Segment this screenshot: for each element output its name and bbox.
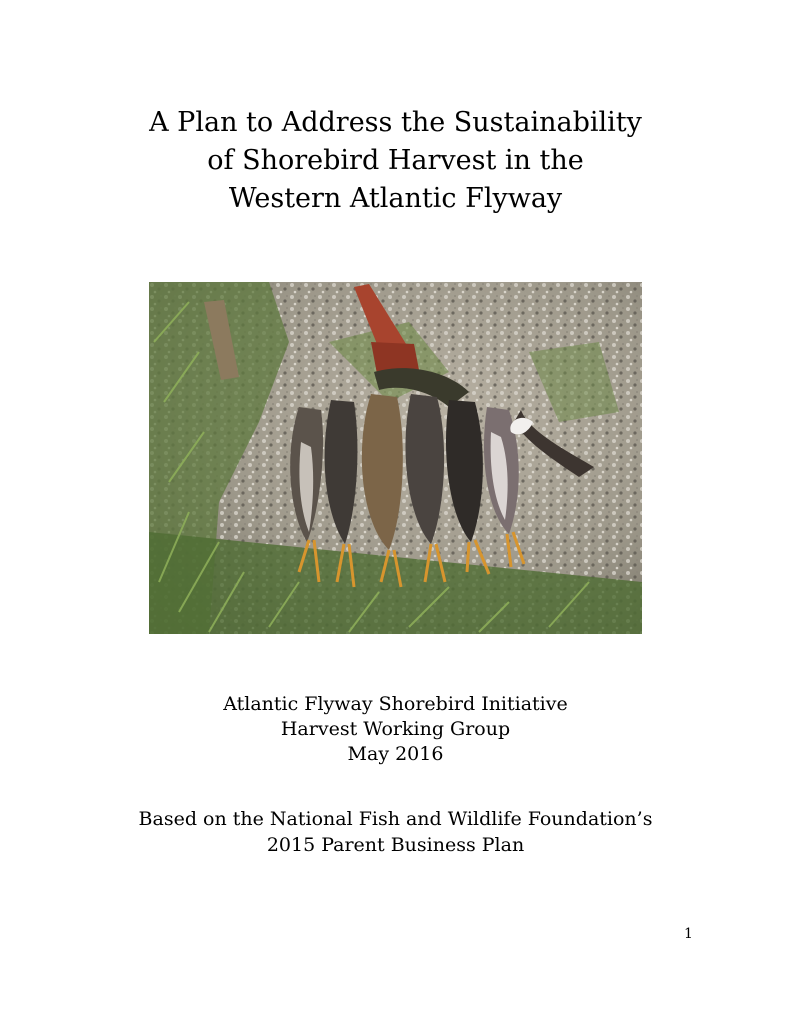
document-title	[0, 104, 791, 218]
cover-photo	[149, 282, 642, 634]
organization-block	[0, 692, 791, 767]
date-line: May 2016	[347, 743, 444, 765]
organization-line: Atlantic Flyway Shorebird Initiative	[223, 693, 568, 715]
title-line: A Plan to Address the Sustainability	[149, 107, 642, 138]
title-line: Western Atlantic Flyway	[228, 183, 563, 214]
basis-block	[0, 806, 791, 858]
title-line: of Shorebird Harvest in the	[207, 145, 584, 176]
basis-line: 2015 Parent Business Plan	[266, 834, 525, 856]
organization-line: Harvest Working Group	[280, 718, 511, 740]
page-number: 1	[684, 926, 693, 942]
basis-line: Based on the National Fish and Wildlife Foundation’s	[138, 808, 653, 830]
